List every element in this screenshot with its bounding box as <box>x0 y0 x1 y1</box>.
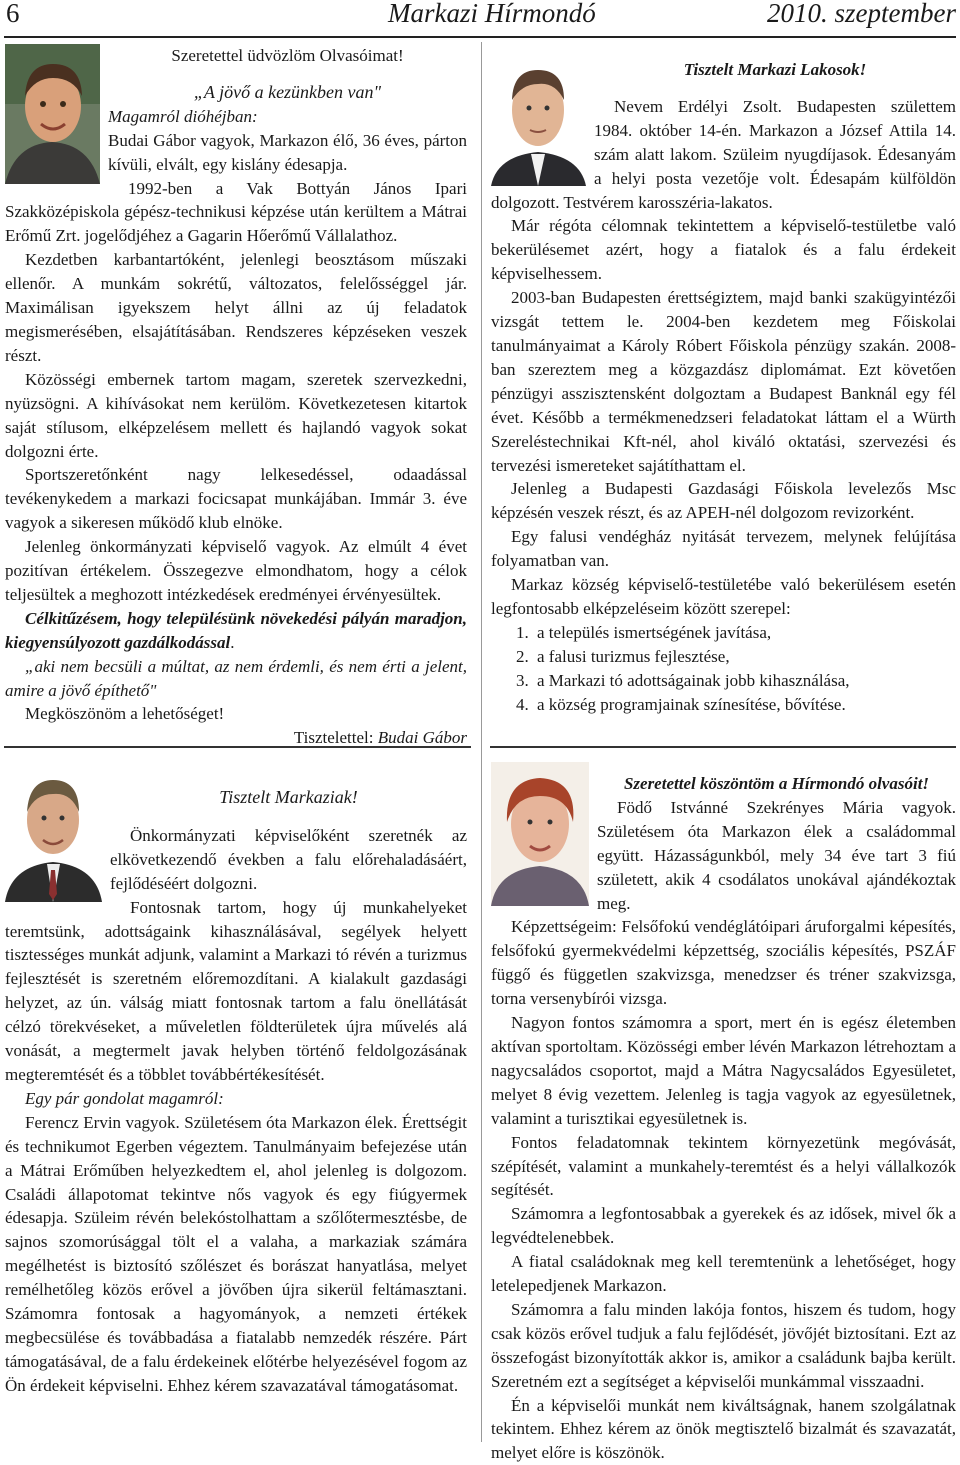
paragraph: Önkormányzati képviselőként szeretnék az elkövetkezendő években a falu előrehaladásáért, fejlődéséért dolgozni. <box>110 825 467 893</box>
thanks: Megköszönöm a lehetőséget! <box>25 704 225 724</box>
paragraph: Számomra a legfontosabbak a gyerekek és az idősek, mivel ők a legvédtelenebbek. <box>491 1204 956 1248</box>
goal-text: Célkitűzésem, hogy településünk növekedési pályán maradjon, kiegyensúlyozott gazdálkodással <box>5 608 467 652</box>
paragraph: Közösségi embernek tartom magam, szeretek szervezkedni, nyüzsögni. A kihívásokat nem kerülöm. Következetesen kitartok saját stílusom, elképzelésem mellett és hajlandó vagyok sokat dolgozni érte. <box>5 369 467 461</box>
paragraph: Nevem Erdélyi Zsolt. Budapesten születtem 1984. október 14-én. Markazon a József Attila 14. szám alatt lakom. Szüleim nyugdíjasok. Édesanyám a helyi posta vezetője volt. Édesapám külföldön dolgozott. Testvérem karosszéria-lakatos. <box>491 96 956 212</box>
header-rule <box>4 36 956 38</box>
issue-date: 2010. szeptember <box>767 0 956 28</box>
goal-end: . <box>230 632 235 652</box>
paragraph: Számomra a falu minden lakója fontos, hiszem és tudom, hogy csak közös erővel tudjuk a falu fejlődését, jövőjét biztosítani. Ezt az összefogást bizonyították akkor is, amikor a családunk bajba került. Szeretném ezt a segítséget a képviselői munkámmal visszaadni. <box>491 1299 956 1391</box>
page-header <box>6 0 956 36</box>
list-item: 3. a Markazi tó adottságainak jobb kihasználása, <box>533 669 956 693</box>
paragraph: Én a képviselői munkát nem kiváltságnak, hanem szolgálatnak tekintem. Ehhez kérem az önök megtisztelő bizalmát és szavazatát, melyet előre is köszönök. <box>491 1395 956 1463</box>
section-divider-right <box>490 746 956 748</box>
motto: „A jövő a kezünkben van" <box>193 81 382 102</box>
about-label: Egy pár gondolat magamról: <box>25 1088 224 1108</box>
paragraph: Sportszeretőnként nagy lelkesedéssel, odaadással tevékenykedem a markazi focicsapat munkájában. Immár 3. éve vagyok a sikeresen működő klub elnöke. <box>5 465 467 533</box>
list-item: 4. a község programjainak színesítése, bővítése. <box>533 693 956 717</box>
intro-text: vagyok, Markazon élő, 36 éves, párton kívüli, elvált, egy kislány édesapja. <box>108 130 467 174</box>
paragraph: 1992-ben a Vak Bottyán János Ipari Szakközépiskola gépész-technikusi képzése után kerültem a Mátrai Erőmű Zrt. jogelődjéhez a Gagarin Hőerőmű Vállalathoz. <box>5 178 467 246</box>
list-item: 1. a település ismertségének javítása, <box>533 621 956 645</box>
paragraph: 2003-ban Budapesten érettségiztem, majd banki szakügyintézői vizsgát tettem le. 2004-ben kezdetem meg Főiskolai tanulmányaimat a Károly Róbert Főiskola pénzügy szakán. 2008-ban szereztem meg a közgazdász diplomámat. Ezt követően pénzügyi asszisztensként dolgoztam a Budapest Banknál egy fél évet. Később a termékmenedzseri feladatokat láttam el a Würth Szereléstechnikai Kft-nél, ahol kiváló oktatási, szervezési és tervezési ismereteket sajátíthattam el. <box>491 288 956 475</box>
article-erdelyi <box>491 44 956 716</box>
portrait-photo <box>5 44 100 184</box>
goals-list <box>491 621 956 717</box>
paragraph: Fontosnak tartom, hogy új munkahelyeket teremtsünk, adottságaink kihasználásával, segélyek helyett tisztességes munkát adjunk, valamint a Markazi tó révén a turizmus fejlesztését is szeretném előremozdítani. A kialakult gazdasági helyzet, az ún. válság miatt fontosnak tartom a falu önellátását célzó törekvéseket, a műveletlen földterületek újra művelés alá vonását, a megtermelt javak helyben történő feldolgozásának megteremtését és a többlet továbbértékesítését. <box>5 897 467 1084</box>
paragraph: Jelenleg a Budapesti Gazdasági Főiskola levelezős Msc képzésén veszek részt, és az APEH-nél dolgozom revizorként. <box>491 479 956 523</box>
publication-title: Markazi Hírmondó <box>388 0 596 28</box>
greeting: Szeretettel üdvözlöm Olvasóimat! <box>171 46 404 65</box>
portrait-photo <box>5 762 102 902</box>
article-fodo <box>491 762 956 1465</box>
about-label: Magamról dióhéjban: <box>108 106 258 126</box>
article-ferencz <box>5 762 467 1398</box>
greeting: Tisztelt Markazi Lakosok! <box>683 60 867 79</box>
paragraph: Ferencz Ervin vagyok. Születésem óta Markazon élek. Érettségit és technikumot Egerben végeztem. Tanulmányaim befejezése után a Mátrai Erőműben helyezkedtem el, ahol jelenleg is dolgozom. Családi állapotomat tekintve nős vagyok és egy fiúgyermek édesapja. Szüleim révén belekóstolhattam a szőlőtermesztésbe, de sajnos szomorúsággal tölt el a valaha, a markaziak számára megélhetést is biztosító szőlészet és borászat hanyatlása, melyet remélhetőleg közös erővel a jövőben újra sikerül feltámasztani. Számomra fontosak a hagyományok, a nemzeti értékek megbecsülése és továbbadása a fiatalabb nemzedék részére. Párt támogatásával, de a falu érdekeinek előtérbe helyezésével fogom az Ön érdekeit képviselni. Ehhez kérem szavazatával támogatásomat. <box>5 1112 467 1395</box>
paragraph: Nagyon fontos számomra a sport, mert én is egész életemben aktívan sportoltam. Közösségi ember lévén Markazon létrehoztam a nagycsaládos csoportot, majd a Mátra Nagycsaládos Egyesületet, melyet 8 évig vezettem. Jelenleg is tagja vagyok az egyesületnek, valamint a turisztikai egyesületnek is. <box>491 1013 956 1128</box>
paragraph: Már régóta célomnak tekintettem a képviselő-testületbe való bekerülésemet azért, hogy a fiatalok és a falu érdekeit képviselhessem. <box>491 216 956 284</box>
list-item: 2. a falusi turizmus fejlesztése, <box>533 645 956 669</box>
paragraph: Markaz község képviselő-testületébe való bekerülésem esetén legfontosabb elképzeléseim között szerepel: <box>491 575 956 618</box>
greeting: Tisztelt Markaziak! <box>219 787 358 807</box>
portrait-photo <box>491 44 586 186</box>
portrait-photo <box>491 762 589 906</box>
column-divider <box>481 42 482 1442</box>
page-number: 6 <box>6 0 20 28</box>
signature-label: Tisztelettel: <box>293 728 378 748</box>
paragraph: Kezdetben karbantartóként, jelenlegi beosztásom műszaki ellenőr. A munkám sokrétű, változatos, felelősséggel jár. Maximálisan igyekszem helyt állni az új feladatok megismerésében, elsajátításában. Rendszeres képzéseken veszek részt. <box>5 250 467 365</box>
paragraph: Képzettségeim: Felsőfokú vendéglátóipari áruforgalmi képesítés, felsőfokú gyermekvédelmi képzettség, szociális képesítés, PSZÁF függő és független szakvizsga, menedzser és tréner szakvizsga, torna versenybírói vizsga. <box>491 917 956 1009</box>
author-name: Budai Gábor <box>108 130 196 150</box>
paragraph: Fontos feladatomnak tekintem környezetünk megóvását, szépítését, valamint a munkahely-teremtést és a helyi vállalkozók segítését. <box>491 1132 956 1200</box>
paragraph: A fiatal családoknak meg kell teremtenünk a lehetőséget, hogy letelepedjenek Markazon. <box>491 1252 956 1296</box>
greeting: Szeretettel köszöntöm a Hírmondó olvasóit! <box>623 774 930 793</box>
signature-name: Budai Gábor <box>377 728 467 748</box>
paragraph: Födő Istvánné Szekrényes Mária vagyok. Születésem óta Markazon élek a családommal együtt. Házasságunkból, mely 34 éve tart 3 fiú született, akik 4 csodálatos unokával ajándékoztak meg. <box>597 797 956 913</box>
paragraph: Jelenleg önkormányzati képviselő vagyok. Az elmúlt 4 évet pozitívan értékelem. Összegezve elmondhatom, hogy a célok teljesültek a meghozott intézkedések eredményei érvényesültek. <box>5 537 467 604</box>
quote: „aki nem becsüli a múltat, az nem érdemli, és nem érti a jelent, amire a jövő építhető" <box>5 656 467 700</box>
goal-paragraph <box>5 607 467 655</box>
article-budai <box>5 44 467 750</box>
paragraph: Egy falusi vendégház nyitását tervezem, melynek felújítása folyamatban van. <box>491 527 956 571</box>
signature <box>5 726 467 750</box>
